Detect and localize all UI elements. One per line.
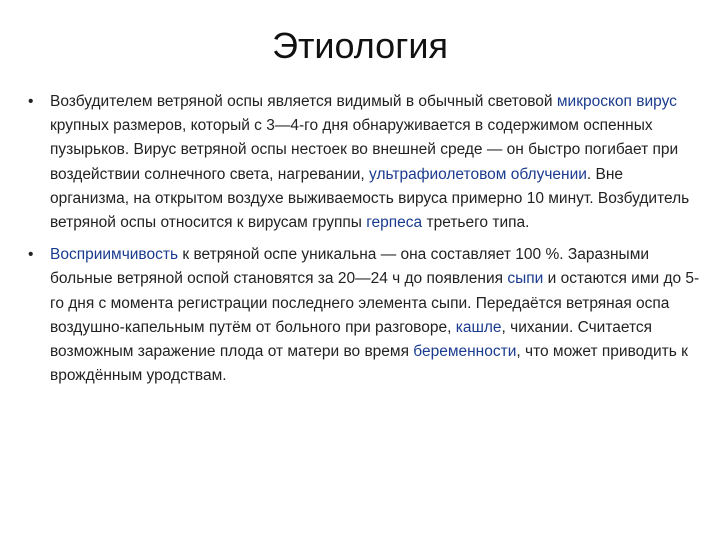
slide-content <box>28 90 700 396</box>
bullet-text <box>50 246 699 384</box>
text-segment: , что может приводить к врождённым уродствам. <box>50 343 688 385</box>
bullet-text <box>50 93 689 231</box>
bullet-icon: • <box>28 93 34 110</box>
text-segment: к ветряной оспе уникальна — она составляет 100 %. Заразными больные ветряной оспой становятся за 20—24 ч до появления <box>50 246 650 288</box>
text-segment: и остаются ими до 5-го дня с момента регистрации последнего элемента сыпи. Передаётся ветряная оспа воздушно-капельным путём от больного при разговоре, <box>50 270 700 336</box>
hyperlink[interactable]: герпеса <box>366 214 423 232</box>
hyperlink[interactable]: Восприимчивость <box>50 246 179 264</box>
bullet-item <box>28 243 700 388</box>
text-segment: крупных размеров, который с 3—4-го дня обнаруживается в содержимом оспенных пузырьков. Вирус ветряной оспы нестоек во внешней среде — он быстро погибает при воздействии солнечного света, нагревании, <box>50 117 679 183</box>
hyperlink[interactable]: кашле <box>455 318 502 336</box>
hyperlink[interactable]: микроскоп <box>556 93 632 110</box>
text-segment: , чихании. Считается возможным заражение плода от матери во время <box>50 318 653 361</box>
hyperlink[interactable]: вирус <box>636 93 677 110</box>
text-segment: Возбудителем ветряной оспы является видимый в обычный световой <box>50 93 557 110</box>
bullet-icon: • <box>28 246 34 264</box>
hyperlink[interactable]: сыпи <box>507 270 544 288</box>
slide-title: Этиология <box>272 25 448 66</box>
text-segment: третьего типа. <box>422 214 530 232</box>
hyperlink[interactable]: ультрафиолетовом облучении <box>369 165 587 183</box>
bullet-item <box>28 90 700 235</box>
hyperlink[interactable]: беременности <box>413 343 517 361</box>
text-segment: . Вне организма, на открытом воздухе выживаемость вируса примерно 10 минут. Возбудитель ветряной оспы относится к вирусам группы <box>50 165 690 232</box>
